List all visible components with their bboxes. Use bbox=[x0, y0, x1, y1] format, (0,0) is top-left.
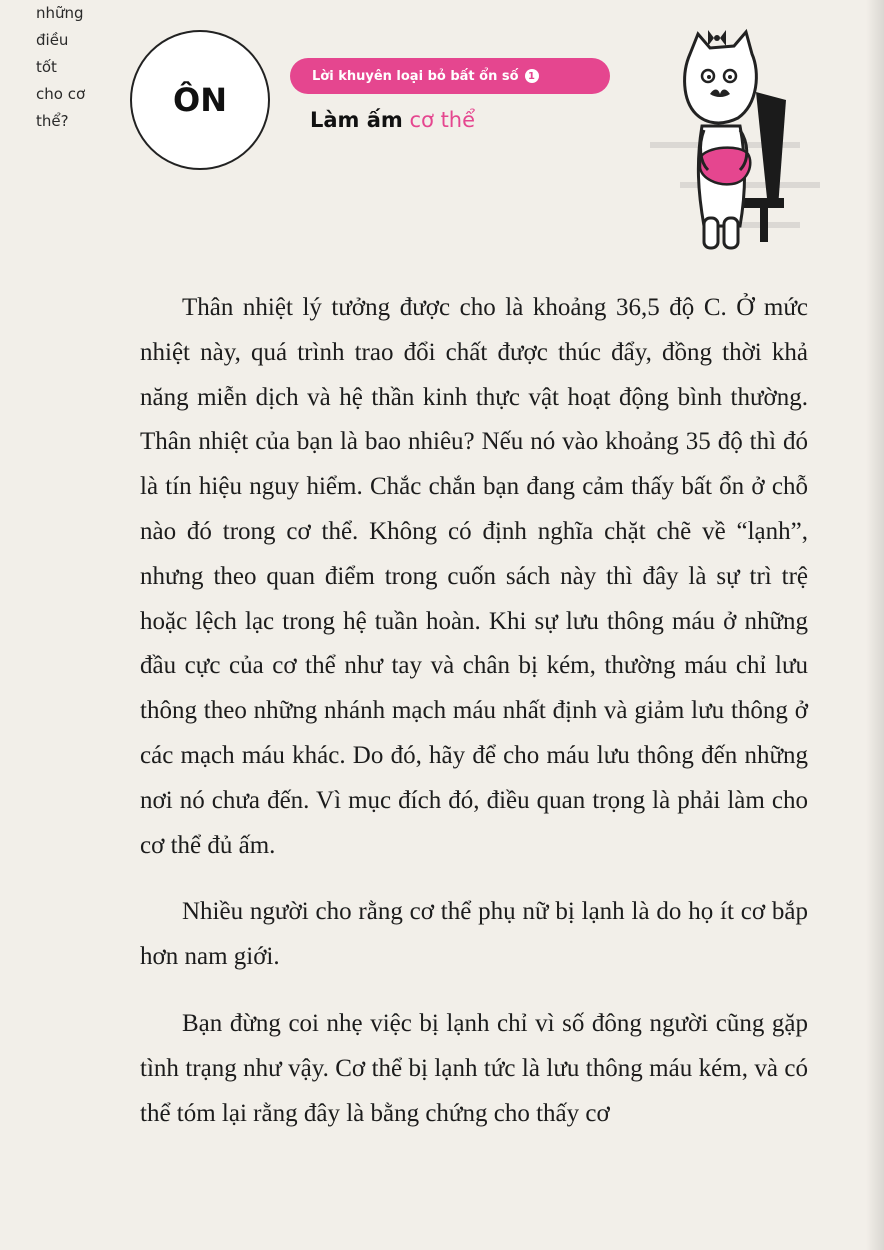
paragraph: Bạn đừng coi nhẹ việc bị lạnh chỉ vì số đông người cũng gặp tình trạng như vậy. Cơ thể bị lạnh tức là lưu thông máu kém, và có thể tóm lại rằng đây là bằng chứng cho thấy cơ bbox=[140, 1009, 808, 1127]
side-note bbox=[36, 0, 126, 135]
side-note-line: cho cơ bbox=[36, 85, 86, 103]
section-title-bold: Làm ấm bbox=[310, 108, 403, 132]
tip-banner bbox=[290, 58, 610, 94]
page-edge-shadow bbox=[866, 0, 884, 1250]
body-text bbox=[140, 286, 808, 1136]
side-note-line: tốt bbox=[36, 58, 57, 76]
tip-number: 1 bbox=[525, 69, 539, 83]
side-note-line: thể? bbox=[36, 112, 69, 130]
chapter-badge bbox=[130, 30, 270, 170]
chapter-badge-label: ÔN bbox=[173, 81, 227, 119]
paragraph: Thân nhiệt lý tưởng được cho là khoảng 36,5 độ C. Ở mức nhiệt này, quá trình trao đổi chất được thúc đẩy, đồng thời khả năng miễn dịch và hệ thần kinh thực vật hoạt động bình thường. Thân nhiệt của bạn là bao nhiêu? Nếu nó vào khoảng 35 độ thì đó là tín hiệu nguy hiểm. Chắc chắn bạn đang cảm thấy bất ổn ở chỗ nào đó trong cơ thể. Không có định nghĩa chặt chẽ về “lạnh”, nhưng theo quan điểm trong cuốn sách này thì đây là sự trì trệ hoặc lệch lạc trong hệ tuần hoàn. Khi sự lưu thông máu ở những đầu cực của cơ thể như tay và chân bị kém, thường máu chỉ lưu thông theo những nhánh mạch máu nhất định và giảm lưu thông ở các mạch máu khác. Do đó, hãy để cho máu lưu thông đến những nơi nó chưa đến. Vì mục đích đó, điều quan trọng là phải làm cho cơ thể đủ ấm. bbox=[140, 294, 808, 859]
side-note-line: điều bbox=[36, 31, 69, 49]
tip-label: Lời khuyên loại bỏ bất ổn số bbox=[312, 68, 519, 84]
cat-sitting-on-chair-icon bbox=[660, 22, 800, 254]
section-title-accent: cơ thể bbox=[409, 108, 476, 132]
section-title bbox=[310, 108, 475, 132]
side-note-line: những bbox=[36, 4, 84, 22]
paragraph: Nhiều người cho rằng cơ thể phụ nữ bị lạnh là do họ ít cơ bắp hơn nam giới. bbox=[140, 898, 808, 971]
